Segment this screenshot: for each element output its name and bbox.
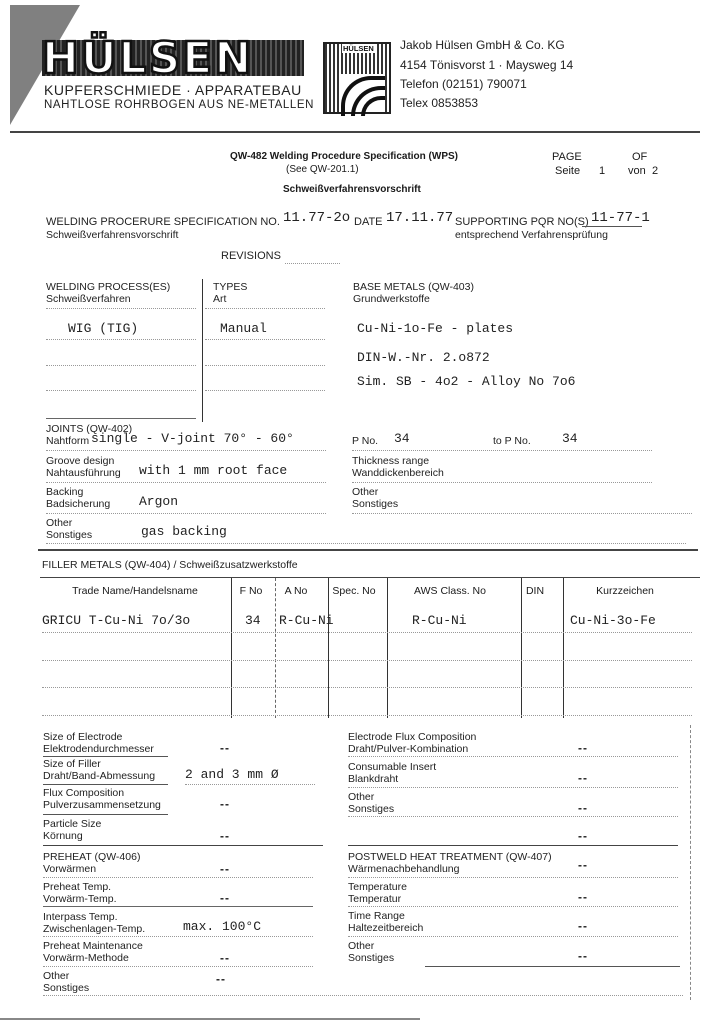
preheat-other-value: --: [216, 972, 226, 986]
preheat-maintenance-value: --: [220, 951, 230, 965]
time-range-line: [348, 936, 678, 937]
preheat-other-line: [43, 995, 683, 996]
electrode-flux-value: --: [578, 741, 588, 755]
page-label-german: Seite: [555, 165, 581, 177]
particle-size-label-german: Körnung: [43, 830, 83, 842]
joints-title: JOINTS (QW-402): [46, 423, 133, 435]
consumable-insert-value: --: [578, 771, 588, 785]
filler-value-line: [185, 784, 315, 785]
filler-size-value: 2 and 3 mm Ø: [185, 767, 279, 782]
of-label: OF: [632, 151, 648, 163]
pqr-value: 11-77-1: [591, 210, 650, 226]
pqr-underline: [582, 226, 642, 227]
pwht-line: [348, 877, 678, 878]
of-label-german: von: [628, 165, 646, 177]
company-telex: Telex 0853853: [400, 96, 479, 110]
filler-table-top-border: [40, 577, 700, 578]
column-header-spec-no: Spec. No: [332, 585, 376, 597]
filler-metals-title: FILLER METALS (QW-404) / Schweißzusatzwerkstoffe: [42, 559, 298, 571]
groove-design-value: with 1 mm root face: [139, 463, 288, 478]
date-value: 17.11.77: [386, 210, 454, 226]
preheat-maintenance-label-german: Vorwärm-Methode: [43, 952, 129, 964]
column-header-aws-class: AWS Class. No: [414, 585, 486, 597]
sizes-other-label-german: Sonstiges: [348, 803, 395, 815]
base-metal-line-1: Cu-Ni-1o-Fe - plates: [357, 321, 514, 336]
types-line: [205, 308, 325, 309]
pwht-temp-label: Temperature: [348, 881, 407, 893]
preheat-title: PREHEAT (QW-406): [43, 851, 141, 863]
table-row-line: [42, 660, 692, 661]
column-divider: [521, 578, 522, 718]
column-header-a-no: A No: [284, 585, 308, 597]
process-row-line: [46, 365, 196, 366]
flux-composition-label: Flux Composition: [43, 787, 125, 799]
table-row-line: [42, 632, 692, 633]
electrode-flux-line: [348, 756, 678, 757]
to-p-no-label: to P No.: [493, 435, 531, 447]
preheat-line: [43, 877, 313, 878]
preheat-temp-label: Preheat Temp.: [43, 881, 112, 893]
sizes-extra-value: --: [578, 829, 588, 843]
nahtform-line: [46, 450, 326, 451]
process-column-divider: [202, 279, 203, 422]
other-label-german: Sonstiges: [46, 529, 93, 541]
kurzzeichen-cell: Cu-Ni-3o-Fe: [570, 613, 656, 628]
interpass-temp-label: Interpass Temp.: [43, 911, 118, 923]
sizes-other-value: --: [578, 801, 588, 815]
filler-size-label: Size of Filler: [43, 758, 101, 770]
p-no-line: [352, 450, 652, 451]
joints-other-line: [352, 513, 692, 514]
preheat-temp-label-german: Vorwärm-Temp.: [43, 893, 117, 905]
groove-design-label: Groove design: [46, 455, 115, 467]
particle-size-label: Particle Size: [43, 818, 102, 830]
pwht-title-german: Wärmenachbehandlung: [348, 863, 460, 875]
pwht-temp-value: --: [578, 890, 588, 904]
revisions-line: [285, 263, 340, 264]
company-phone: Telefon (02151) 790071: [400, 77, 527, 91]
process-row-line: [46, 390, 196, 391]
company-name: Jakob Hülsen GmbH & Co. KG: [400, 38, 565, 52]
column-header-trade-name: Trade Name/Handelsname: [72, 585, 198, 597]
preheat-temp-value: --: [220, 891, 230, 905]
thickness-range-label-german: Wanddickenbereich: [352, 467, 444, 479]
type-value: Manual: [220, 321, 267, 336]
sizes-other-line: [348, 816, 678, 817]
pqr-label-german: entsprechend Verfahrensprüfung: [455, 229, 608, 241]
column-divider: [231, 578, 232, 718]
pwht-value: --: [578, 858, 588, 872]
electrode-size-label: Size of Electrode: [43, 731, 123, 743]
date-label: DATE: [354, 216, 383, 228]
other-value: gas backing: [141, 524, 227, 539]
brand-tagline: KUPFERSCHMIEDE · APPARATEBAU: [44, 82, 302, 98]
filler-line: [43, 784, 168, 785]
filler-size-label-german: Draht/Band-Abmessung: [43, 770, 156, 782]
particle-size-value: --: [220, 829, 230, 843]
welding-process-value: WIG (TIG): [68, 321, 139, 336]
pwht-temp-line: [348, 906, 678, 907]
electrode-size-value: --: [220, 741, 230, 755]
thickness-range-label: Thickness range: [352, 455, 430, 467]
pwht-other-line: [425, 966, 680, 967]
process-row-line: [46, 339, 196, 340]
groove-line: [46, 482, 326, 483]
types-row-line: [205, 390, 325, 391]
flux-composition-value: --: [220, 797, 230, 811]
flux-composition-label-german: Pulverzusammensetzung: [43, 799, 161, 811]
wps-number-label: WELDING PROCERURE SPECIFICATION NO.: [46, 216, 280, 228]
base-metal-line-2: DIN-W.-Nr. 2.o872: [357, 350, 490, 365]
consumable-insert-label: Consumable Insert: [348, 761, 437, 773]
column-divider: [563, 578, 564, 718]
column-divider: [275, 578, 276, 718]
a-no-cell: R-Cu-Ni: [279, 613, 334, 628]
page-bottom-edge: [0, 1018, 420, 1020]
pwht-other-value: --: [578, 949, 588, 963]
process-line: [46, 308, 196, 309]
base-metals-label: BASE METALS (QW-403): [353, 281, 474, 293]
pwht-temp-label-german: Temperatur: [348, 893, 402, 905]
p-no-value: 34: [394, 431, 410, 446]
sizes-other-label: Other: [348, 791, 375, 803]
particle-line: [43, 845, 323, 846]
flux-line: [43, 814, 168, 815]
types-row-line: [205, 365, 325, 366]
time-range-label: Time Range: [348, 910, 405, 922]
column-header-kurzzeichen: Kurzzeichen: [596, 585, 654, 597]
trade-name-cell: GRICU T-Cu-Ni 7o/3o: [42, 613, 191, 628]
preheat-title-german: Vorwärmen: [43, 863, 97, 875]
interpass-temp-label-german: Zwischenlagen-Temp.: [43, 923, 146, 935]
backing-line: [46, 513, 326, 514]
brand-subtagline: NAHTLOSE ROHRBOGEN AUS NE-METALLEN: [44, 99, 315, 111]
base-metals-label-german: Grundwerkstoffe: [353, 293, 430, 305]
pwht-title: POSTWELD HEAT TREATMENT (QW-407): [348, 851, 552, 863]
form-title-german: Schweißverfahrensvorschrift: [283, 184, 421, 195]
nahtform-value: single - V-joint 70° - 60°: [91, 431, 294, 446]
form-title: QW-482 Welding Procedure Specification (WPS): [230, 151, 458, 162]
welding-process-label-german: Schweißverfahren: [46, 293, 131, 305]
f-no-cell: 34: [245, 613, 261, 628]
types-label-german: Art: [213, 293, 227, 305]
pwht-other-label-german: Sonstiges: [348, 952, 395, 964]
thickness-line: [352, 482, 652, 483]
sizes-right-divider: [348, 845, 678, 846]
company-address: 4154 Tönisvorst 1 · Maysweg 14: [400, 58, 574, 72]
brand-logo: HÜLSEN: [42, 33, 254, 84]
backing-value: Argon: [139, 494, 179, 509]
other-label: Other: [46, 517, 73, 529]
backing-label-german: Badsicherung: [46, 498, 111, 510]
wps-number-value: 11.77-2o: [283, 210, 351, 226]
p-no-label: P No.: [352, 435, 379, 447]
interpass-temp-value: max. 100°C: [183, 919, 262, 934]
electrode-line: [43, 756, 168, 757]
emblem-text: HÜLSEN: [343, 44, 374, 53]
preheat-maintenance-label: Preheat Maintenance: [43, 940, 143, 952]
interpass-line: [43, 936, 313, 937]
company-emblem-icon: [323, 42, 391, 114]
section-divider: [38, 549, 698, 551]
consumable-insert-label-german: Blankdraht: [348, 773, 399, 785]
form-subtitle: (See QW-201.1): [286, 164, 359, 175]
column-divider: [328, 578, 329, 718]
electrode-flux-label-german: Draht/Pulver-Kombination: [348, 743, 469, 755]
preheat-value: --: [220, 862, 230, 876]
backing-label: Backing: [46, 486, 84, 498]
table-row-line: [42, 715, 692, 716]
column-header-f-no: F No: [239, 585, 263, 597]
column-header-din: DIN: [525, 585, 545, 597]
right-margin-line: [690, 725, 691, 1000]
page-label: PAGE: [552, 151, 582, 163]
letterhead-divider: [10, 131, 700, 133]
preheat-other-label: Other: [43, 970, 70, 982]
electrode-flux-label: Electrode Flux Composition: [348, 731, 477, 743]
other-line: [46, 543, 686, 544]
column-divider: [387, 578, 388, 718]
consumable-insert-line: [348, 787, 678, 788]
to-p-no-value: 34: [562, 431, 578, 446]
joints-other-label: Other: [352, 486, 379, 498]
preheat-maintenance-line: [43, 966, 313, 967]
time-range-label-german: Haltezeitbereich: [348, 922, 424, 934]
joints-other-label-german: Sonstiges: [352, 498, 399, 510]
preheat-other-label-german: Sonstiges: [43, 982, 90, 994]
aws-class-cell: R-Cu-Ni: [412, 613, 467, 628]
nahtform-label: Nahtform: [46, 435, 90, 447]
groove-design-label-german: Nahtausführung: [46, 467, 121, 479]
page-total: 2: [652, 165, 659, 177]
page-number: 1: [599, 165, 606, 177]
table-row-line: [42, 687, 692, 688]
preheat-temp-line: [43, 906, 313, 907]
time-range-value: --: [578, 919, 588, 933]
electrode-size-label-german: Elektrodendurchmesser: [43, 743, 154, 755]
revisions-label: REVISIONS: [221, 250, 281, 262]
pqr-label: SUPPORTING PQR NO(S): [455, 216, 589, 228]
process-row-line: [46, 418, 196, 419]
base-metal-line-3: Sim. SB - 4o2 - Alloy No 7o6: [357, 374, 576, 389]
pwht-other-label: Other: [348, 940, 375, 952]
welding-process-label: WELDING PROCESS(ES): [46, 281, 171, 293]
wps-number-label-german: Schweißverfahrensvorschrift: [46, 229, 179, 241]
types-row-line: [205, 339, 325, 340]
types-label: TYPES: [213, 281, 248, 293]
